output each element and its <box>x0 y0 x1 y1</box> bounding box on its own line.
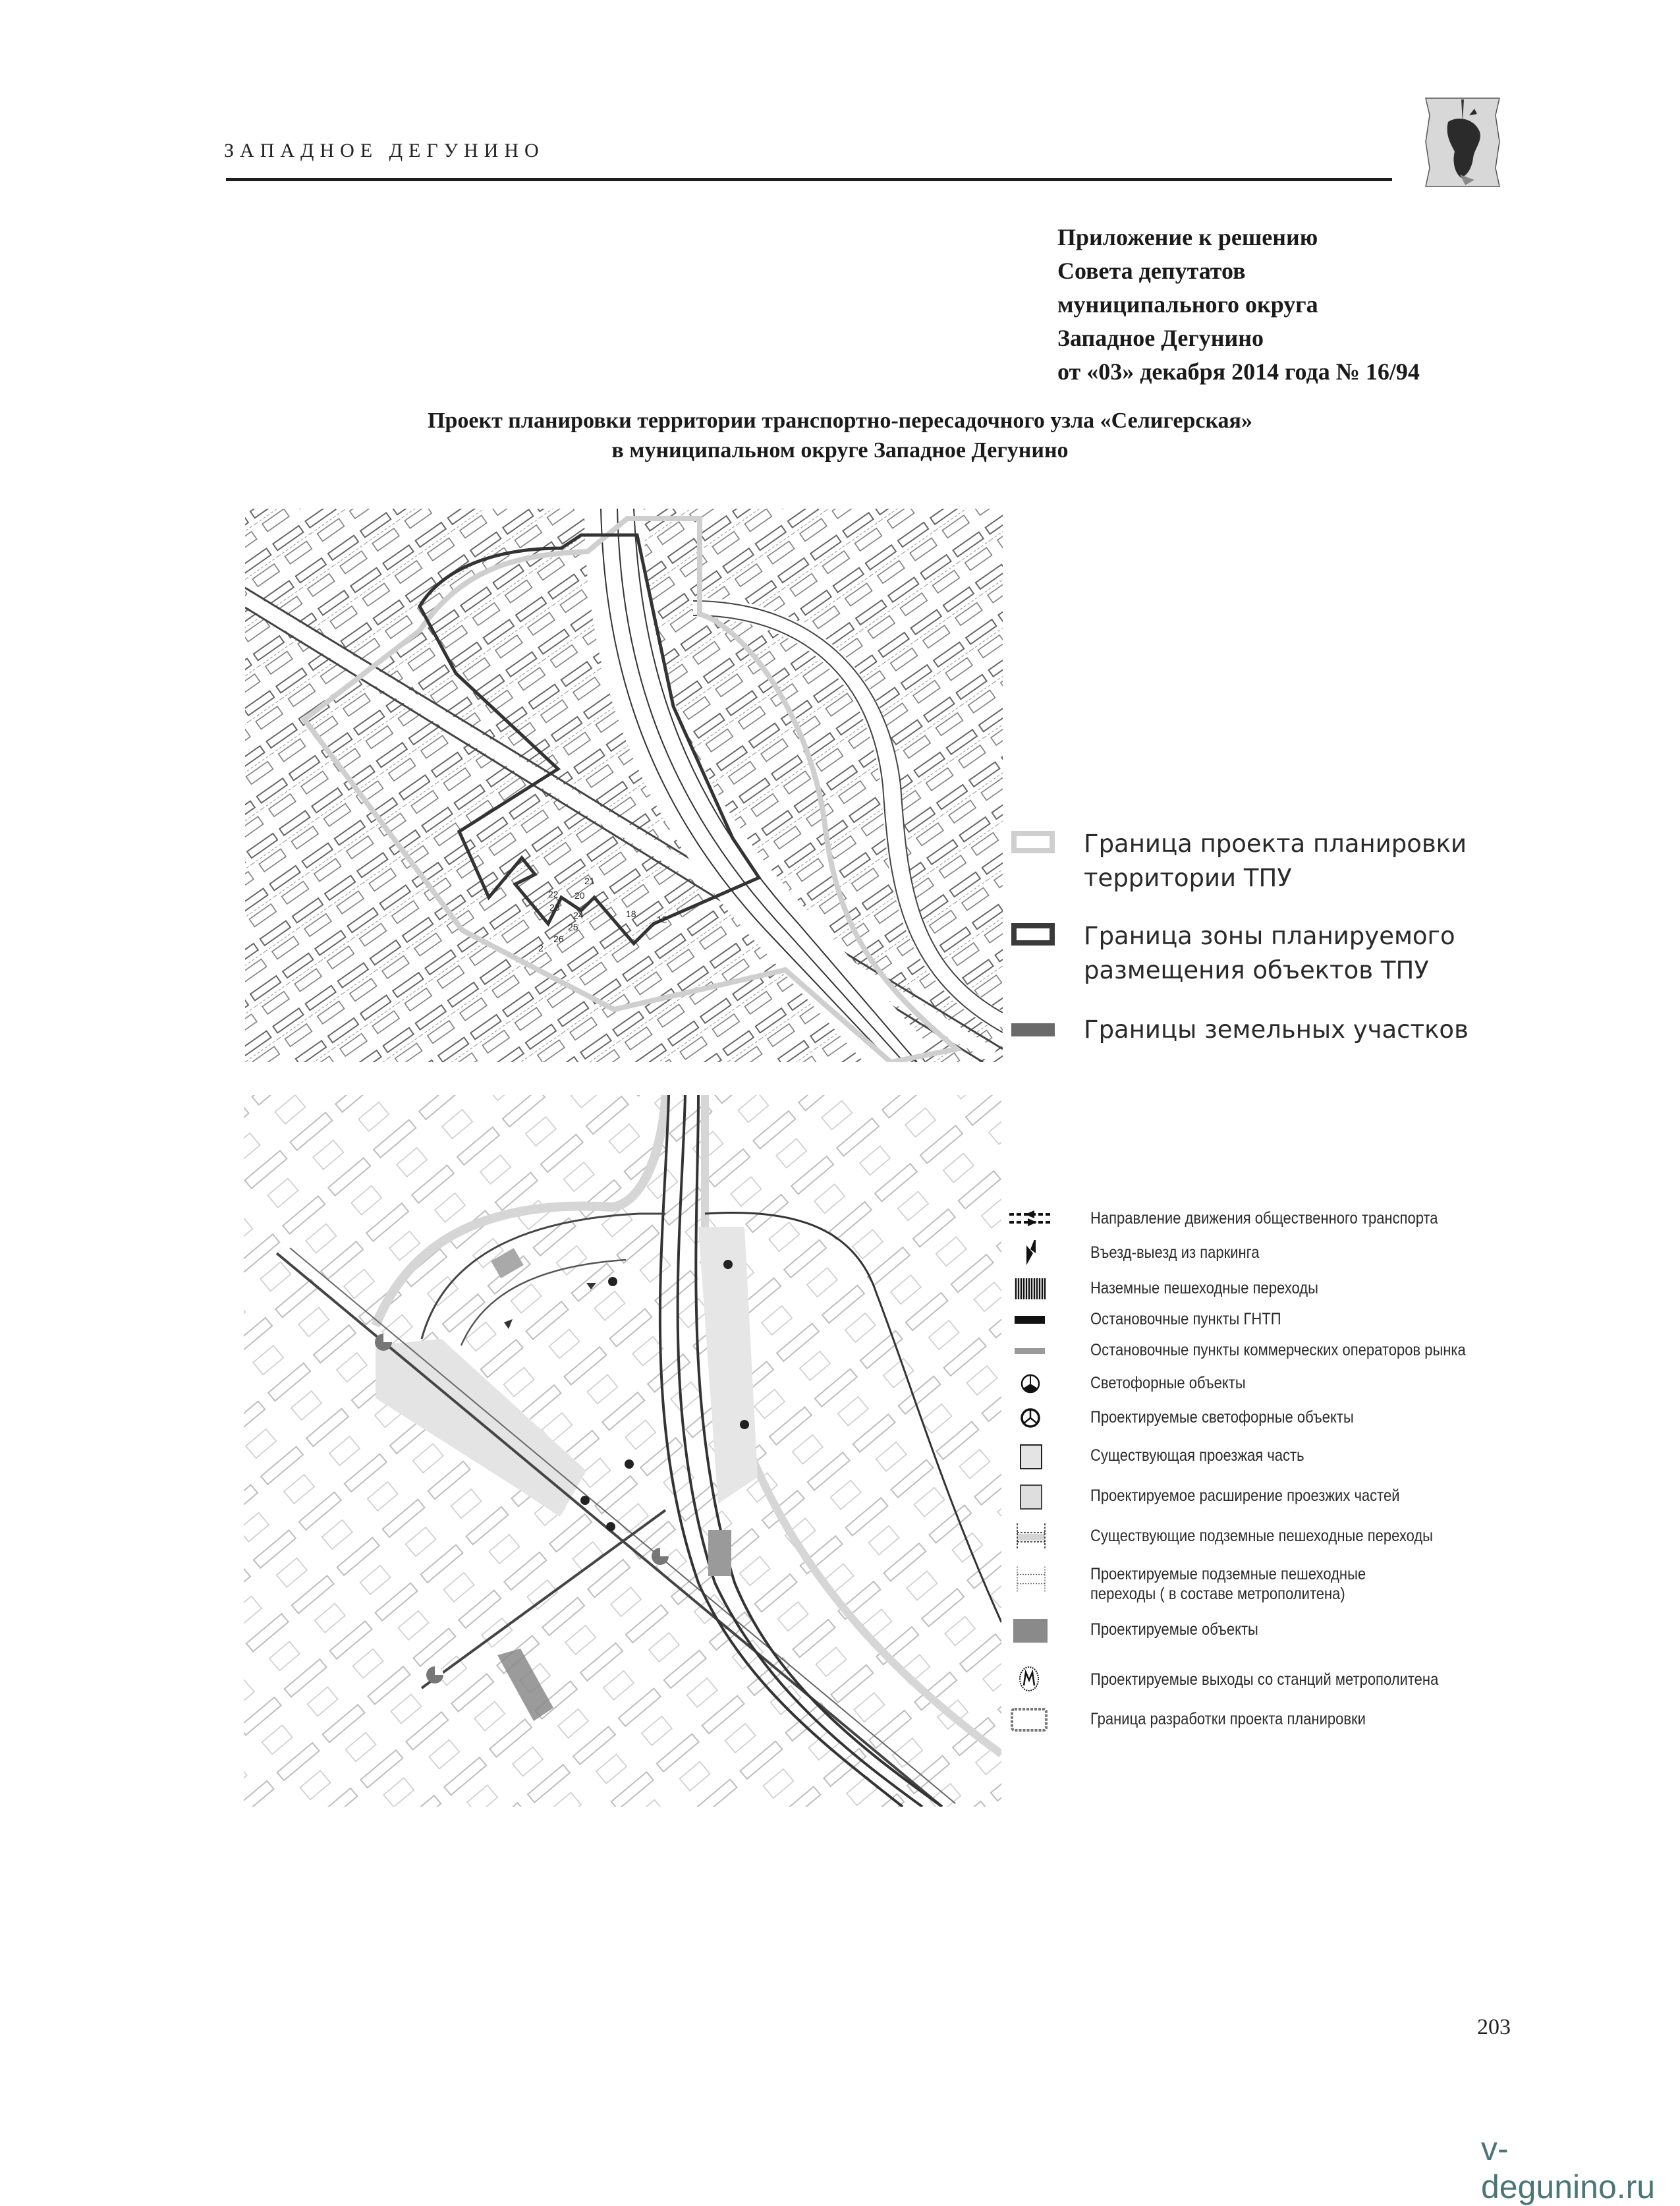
parcel-label: 24 <box>573 910 584 920</box>
coat-of-arms-emblem <box>1422 96 1503 189</box>
document-subtitle: в муниципальном округе Западное Дегунино <box>611 438 1069 463</box>
metro-exit-marker <box>606 1522 615 1531</box>
commercial-stop-icon <box>1008 1338 1054 1364</box>
zebra-crossing-icon <box>1008 1276 1054 1302</box>
legend-label: Проектируемое расширение проезжих частей <box>1090 1486 1400 1505</box>
parcel-label: 2 <box>538 943 544 953</box>
planning-boundary-swatch <box>1011 831 1055 853</box>
appendix-line: Приложение к решению <box>1057 224 1318 250</box>
metro-exit-marker <box>580 1496 590 1505</box>
parcel-label: 18 <box>626 909 636 919</box>
parcel-label: 22 <box>548 889 559 899</box>
metro-exit-icon <box>1008 1663 1054 1695</box>
parking-entry-icon <box>1008 1240 1054 1266</box>
header-rule <box>226 178 1392 181</box>
legend-label: Светофорные объекты <box>1090 1374 1246 1392</box>
legend-label: переходы ( в составе метрополитена) <box>1090 1585 1345 1603</box>
planned-roadway-swatch <box>1008 1483 1054 1510</box>
legend-item <box>1011 1013 1469 1047</box>
legend-label: Проектируемые светофорные объекты <box>1090 1408 1354 1427</box>
legend-label: Границы земельных участков <box>1084 1015 1469 1044</box>
legend-label: территории ТПУ <box>1084 864 1292 892</box>
project-boundary-swatch <box>1008 1707 1054 1733</box>
state-transit-stop-icon <box>1008 1307 1054 1333</box>
legend-label: Направление движения общественного транспорта <box>1090 1209 1438 1228</box>
parcel-label: 12 <box>657 914 667 924</box>
legend-label: Остановочные пункты коммерческих операторов рынка <box>1090 1341 1466 1359</box>
document-title: Проект планировки территории транспортно-пересадочного узла «Селигерская» <box>428 409 1252 433</box>
land-parcel-swatch <box>1011 1023 1055 1036</box>
legend-label: Проектируемые подземные пешеходные <box>1090 1565 1366 1583</box>
running-head: ЗАПАДНОЕ ДЕГУНИНО <box>224 140 545 161</box>
planned-zone-swatch <box>1011 923 1055 946</box>
existing-roadway-swatch <box>1008 1443 1054 1469</box>
legend-label: Остановочные пункты ГНТП <box>1090 1310 1281 1328</box>
parcel-label: 20 <box>574 890 585 901</box>
traffic-light-marker <box>652 1548 669 1565</box>
existing-underpass-icon <box>1008 1523 1054 1550</box>
legend-label: Въезд-выезд из паркинга <box>1090 1243 1260 1262</box>
transport-scheme-map <box>244 1095 1001 1807</box>
legend-label: Существующая проезжая часть <box>1090 1446 1304 1465</box>
planned-object-swatch <box>1008 1617 1054 1643</box>
legend-item <box>1011 919 1455 988</box>
legend-label: Проектируемые выходы со станций метрополитена <box>1090 1670 1439 1689</box>
traffic-light-marker <box>426 1666 443 1683</box>
parcel-label: 21 <box>584 876 595 886</box>
appendix-line: Совета депутатов <box>1057 258 1246 284</box>
legend-label: Граница зоны планируемого <box>1084 922 1455 950</box>
metro-exit-marker <box>625 1459 634 1469</box>
site-watermark: v-degunino.ru <box>1481 2130 1656 2205</box>
metro-exit-marker <box>723 1260 733 1269</box>
legend-label: Граница проекта планировки <box>1084 830 1467 858</box>
appendix-line: муниципального округа <box>1057 291 1318 318</box>
legend-label: Граница разработки проекта планировки <box>1090 1710 1366 1728</box>
transport-direction-icon <box>1008 1206 1054 1232</box>
parcel-label: 26 <box>553 934 564 944</box>
appendix-note <box>1057 221 1420 389</box>
page-number: 203 <box>1477 2015 1511 2039</box>
traffic-light-marker <box>375 1334 392 1351</box>
legend-item <box>1011 827 1467 895</box>
planning-boundary-map <box>245 509 1003 1062</box>
legend-label: размещения объектов ТПУ <box>1084 956 1429 984</box>
parcel-label: 25 <box>568 922 578 932</box>
legend-label: Проектируемые объекты <box>1090 1620 1258 1639</box>
planned-underpass-icon <box>1008 1562 1054 1598</box>
appendix-line: от «03» декабря 2014 года № 16/94 <box>1057 358 1420 385</box>
appendix-line: Западное Дегунино <box>1057 325 1264 351</box>
traffic-light-icon <box>1008 1371 1054 1397</box>
metro-exit-marker <box>608 1277 617 1286</box>
parcel-label: 23 <box>549 902 560 913</box>
planned-traffic-light-icon <box>1008 1405 1054 1431</box>
metro-exit-marker <box>740 1420 749 1429</box>
legend-label: Наземные пешеходные переходы <box>1090 1279 1318 1297</box>
legend-label: Существующие подземные пешеходные переходы <box>1090 1527 1433 1545</box>
